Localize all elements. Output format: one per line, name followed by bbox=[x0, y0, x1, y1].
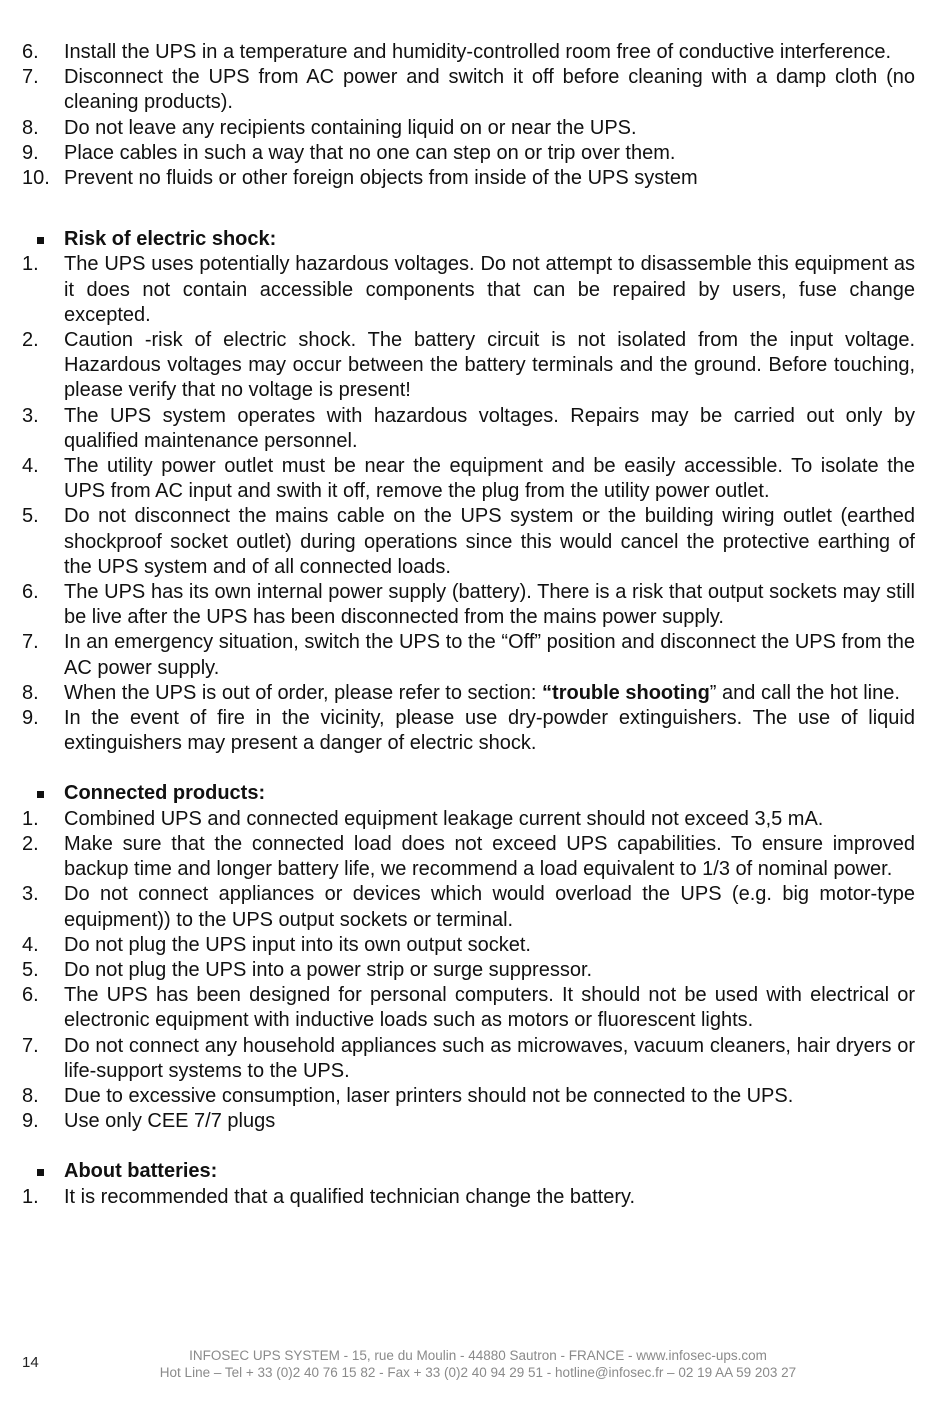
list-item bbox=[22, 706, 915, 756]
footer-contact: Hot Line – Tel + 33 (0)2 40 76 15 82 - Fax + 33 (0)2 40 94 29 51 - hotline@infosec.fr – 02 19 AA 59 203 27 bbox=[159, 1364, 797, 1380]
shock-section bbox=[22, 227, 915, 756]
item-number: 10. bbox=[22, 167, 50, 190]
item-text: Due to excessive consumption, laser printers should not be connected to the UPS. bbox=[64, 1084, 794, 1107]
item-text: Caution -risk of electric shock. The battery circuit is not isolated from the input voltage. Hazardous voltages may occur between the battery terminals and the ground. Before touching, please verify that no voltage is present! bbox=[64, 329, 915, 402]
list-item bbox=[22, 832, 915, 882]
list-item bbox=[22, 504, 915, 580]
item-number: 3. bbox=[22, 883, 39, 906]
item-number: 5. bbox=[22, 505, 39, 528]
page-number: 14 bbox=[22, 1354, 39, 1371]
item-number: 7. bbox=[22, 631, 39, 654]
page-content bbox=[22, 40, 915, 1210]
item-text: Install the UPS in a temperature and humidity-controlled room free of conductive interference. bbox=[64, 41, 892, 63]
item-number: 8. bbox=[22, 116, 39, 139]
item-number: 5. bbox=[22, 958, 39, 981]
section-heading bbox=[22, 1159, 915, 1184]
list-item bbox=[22, 1109, 915, 1134]
item-number: 4. bbox=[22, 455, 39, 478]
list-item bbox=[22, 40, 915, 65]
item-number: 9. bbox=[22, 707, 39, 730]
item-number: 1. bbox=[22, 253, 39, 276]
heading-text: Risk of electric shock: bbox=[64, 228, 277, 251]
item-text: Do not connect any household appliances such as microwaves, vacuum cleaners, hair dryers or life-support systems to the UPS. bbox=[64, 1034, 915, 1082]
item-number: 4. bbox=[22, 933, 39, 956]
intro-section bbox=[22, 40, 915, 191]
intro-list bbox=[22, 40, 915, 191]
list-item bbox=[22, 404, 915, 454]
item-number: 6. bbox=[22, 41, 39, 63]
item-number: 7. bbox=[22, 1034, 39, 1057]
connected-section bbox=[22, 781, 915, 1134]
list-item bbox=[22, 681, 915, 706]
list-item bbox=[22, 141, 915, 166]
list-item bbox=[22, 1034, 915, 1084]
item-text: Do not disconnect the mains cable on the UPS system or the building wiring outlet (earthed shockproof socket outlet) during operations since this would cancel the protective earthing of the UPS system and of all connected loads. bbox=[64, 505, 915, 578]
item-number: 1. bbox=[22, 1185, 39, 1208]
item-text-end: ” and call the hot line. bbox=[709, 681, 900, 704]
item-text: Disconnect the UPS from AC power and switch it off before cleaning with a damp cloth (no cleaning products). bbox=[64, 66, 915, 114]
item-text: In the event of fire in the vicinity, please use dry-powder extinguishers. The use of liquid extinguishers may present a danger of electric shock. bbox=[64, 707, 915, 755]
item-number: 2. bbox=[22, 832, 39, 855]
batteries-section bbox=[22, 1159, 915, 1209]
square-bullet-icon bbox=[37, 237, 44, 244]
list-item bbox=[22, 983, 915, 1033]
section-heading bbox=[22, 227, 915, 252]
item-text: Prevent no fluids or other foreign objects from inside of the UPS system bbox=[64, 167, 698, 190]
list-item bbox=[22, 65, 915, 115]
item-number: 9. bbox=[22, 141, 39, 164]
item-number: 8. bbox=[22, 1084, 39, 1107]
square-bullet-icon bbox=[37, 1169, 44, 1176]
item-text-start: When the UPS is out of order, please refer to section: bbox=[64, 681, 543, 704]
item-text: Combined UPS and connected equipment leakage current should not exceed 3,5 mA. bbox=[64, 807, 824, 830]
item-text: The UPS system operates with hazardous voltages. Repairs may be carried out only by qualified maintenance personnel. bbox=[64, 404, 915, 452]
list-item bbox=[22, 328, 915, 404]
section-heading bbox=[22, 781, 915, 806]
heading-text: Connected products: bbox=[64, 782, 266, 805]
item-text: Make sure that the connected load does not exceed UPS capabilities. To ensure improved backup time and longer battery life, we recommend a load equivalent to 1/3 of nominal power. bbox=[64, 832, 915, 881]
item-text: The UPS has been designed for personal computers. It should not be used with electrical or electronic equipment with inductive loads such as motors or fluorescent lights. bbox=[64, 984, 915, 1032]
item-text: Do not plug the UPS input into its own output socket. bbox=[64, 933, 531, 956]
item-number: 3. bbox=[22, 404, 39, 427]
item-text: It is recommended that a qualified technician change the battery. bbox=[64, 1185, 636, 1208]
item-text: In an emergency situation, switch the UPS to the “Off” position and disconnect the UPS from the AC power supply. bbox=[64, 631, 915, 679]
list-item bbox=[22, 580, 915, 630]
item-text: The utility power outlet must be near the equipment and be easily accessible. To isolate the UPS from AC input and swith it off, remove the plug from the utility power outlet. bbox=[64, 455, 915, 503]
list-item bbox=[22, 252, 915, 328]
list-item bbox=[22, 807, 915, 832]
batteries-list bbox=[22, 1185, 915, 1210]
square-bullet-icon bbox=[37, 791, 44, 798]
list-item bbox=[22, 958, 915, 983]
item-number: 6. bbox=[22, 581, 39, 604]
heading-text: About batteries: bbox=[64, 1160, 218, 1183]
list-item bbox=[22, 454, 915, 504]
item-number: 8. bbox=[22, 681, 39, 704]
list-item bbox=[22, 1185, 915, 1210]
list-item bbox=[22, 116, 915, 141]
page-footer bbox=[90, 1348, 866, 1381]
footer-address: INFOSEC UPS SYSTEM - 15, rue du Moulin - 44880 Sautron - FRANCE - www.infosec-ups.com bbox=[189, 1348, 767, 1363]
item-text: The UPS has its own internal power supply (battery). There is a risk that output sockets may still be live after the UPS has been disconnected from the mains power supply. bbox=[64, 581, 915, 629]
list-item bbox=[22, 1084, 915, 1109]
section-reference: “trouble shooting bbox=[542, 681, 710, 704]
item-text: Do not leave any recipients containing liquid on or near the UPS. bbox=[64, 116, 637, 139]
item-number: 1. bbox=[22, 807, 39, 830]
item-text: Do not plug the UPS into a power strip or surge suppressor. bbox=[64, 958, 593, 981]
shock-list bbox=[22, 252, 915, 756]
item-number: 6. bbox=[22, 984, 39, 1007]
item-number: 2. bbox=[22, 329, 39, 352]
item-text: Do not connect appliances or devices which would overload the UPS (e.g. big motor-type equipment)) to the UPS output sockets or terminal. bbox=[64, 883, 915, 931]
item-number: 9. bbox=[22, 1110, 39, 1133]
list-item bbox=[22, 882, 915, 932]
list-item bbox=[22, 166, 915, 191]
item-text: The UPS uses potentially hazardous voltages. Do not attempt to disassemble this equipment as it does not contain accessible components that can be repaired by users, fuse change excepted. bbox=[64, 253, 915, 326]
item-number: 7. bbox=[22, 66, 39, 89]
list-item bbox=[22, 933, 915, 958]
connected-list bbox=[22, 807, 915, 1135]
item-text: Use only CEE 7/7 plugs bbox=[64, 1110, 276, 1133]
item-text: Place cables in such a way that no one can step on or trip over them. bbox=[64, 141, 676, 164]
list-item bbox=[22, 630, 915, 680]
